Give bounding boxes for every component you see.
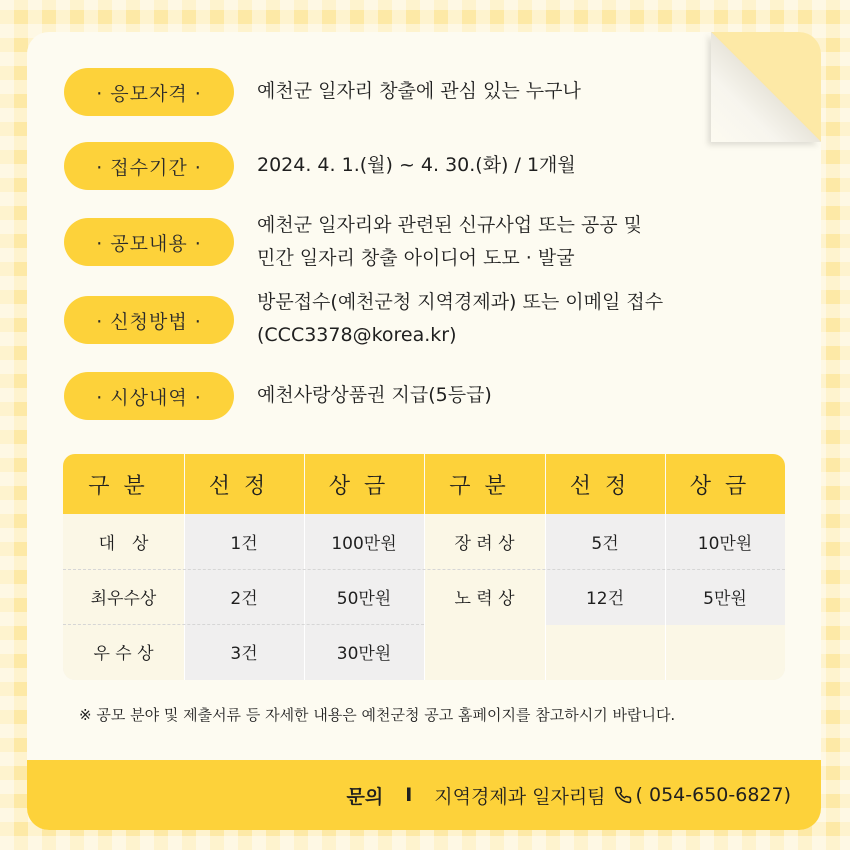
prize-line: 예천사랑상품권 지급(5등급) [257,384,492,406]
header-prize-1: 상금 [328,473,400,499]
table-cell: 50만원 [336,589,392,609]
table-cell: 장 려 상 [454,534,515,554]
table-cell: 12건 [585,589,625,609]
content-line-2: 민간 일자리 창출 아이디어 도모 · 발굴 [257,247,575,269]
content-line-1: 예천군 일자리와 관련된 신규사업 또는 공공 및 [257,214,642,236]
info-row-content [64,218,234,266]
header-selection-1: 선정 [208,473,280,499]
contact-footer [27,760,821,830]
header-category-1: 구분 [88,473,159,499]
footnote: ※ 공모 분야 및 제출서류 등 자세한 내용은 예천군청 공고 홈페이지를 참고하시기 바랍니다. [79,706,676,724]
prize-text [257,379,492,412]
table-cell: 5만원 [703,589,747,609]
info-row-prize [64,372,234,420]
header-divider [545,454,546,514]
header-category-2: 구분 [449,473,520,499]
page-curl-fold [711,32,821,142]
eligibility-line: 예천군 일자리 창출에 관심 있는 누구나 [257,80,581,102]
contact-info [347,760,792,830]
header-divider [184,454,185,514]
poster-card [27,32,821,830]
table-cell: 대 상 [98,534,149,554]
table-cell: 30만원 [336,644,392,664]
header-prize-2: 상금 [689,473,761,499]
content-pill: · 공모내용 · [64,218,234,266]
info-row-eligibility [64,68,234,116]
table-cell: 5건 [591,534,619,554]
contact-department: 지역경제과 일자리팀 [434,785,606,808]
table-cell: 100만원 [331,534,397,554]
period-text [257,149,576,182]
table-cell: 노 력 상 [454,589,515,609]
table-cell: 2건 [230,589,258,609]
period-pill: · 접수기간 · [64,142,234,190]
method-text [257,286,663,352]
period-line: 2024. 4. 1.(월) ~ 4. 30.(화) / 1개월 [257,154,576,176]
table-cell: 1건 [230,534,258,554]
table-cell: 10만원 [697,534,753,554]
contact-phone: ( 054-650-6827) [635,784,791,806]
header-divider [665,454,666,514]
table-cell: 3건 [230,644,258,664]
header-divider [304,454,305,514]
table-cell: 최우수상 [90,589,157,609]
table-header [63,454,785,514]
contact-label: 문의 [346,785,384,808]
method-pill: · 신청방법 · [64,296,234,344]
content-text [257,209,642,275]
header-divider [424,454,425,514]
method-line-2: (CCC3378@korea.kr) [257,324,457,346]
header-selection-2: 선정 [569,473,641,499]
empty-cell-block [424,625,785,680]
prize-table [63,454,785,680]
info-row-period [64,142,234,190]
eligibility-text [257,75,581,108]
phone-icon [614,786,632,804]
contact-separator: I [405,784,413,806]
eligibility-pill: · 응모자격 · [64,68,234,116]
table-cell: 우 수 상 [93,644,154,664]
method-line-1: 방문접수(예천군청 지역경제과) 또는 이메일 접수 [257,291,664,313]
prize-pill: · 시상내역 · [64,372,234,420]
info-row-method [64,296,234,344]
